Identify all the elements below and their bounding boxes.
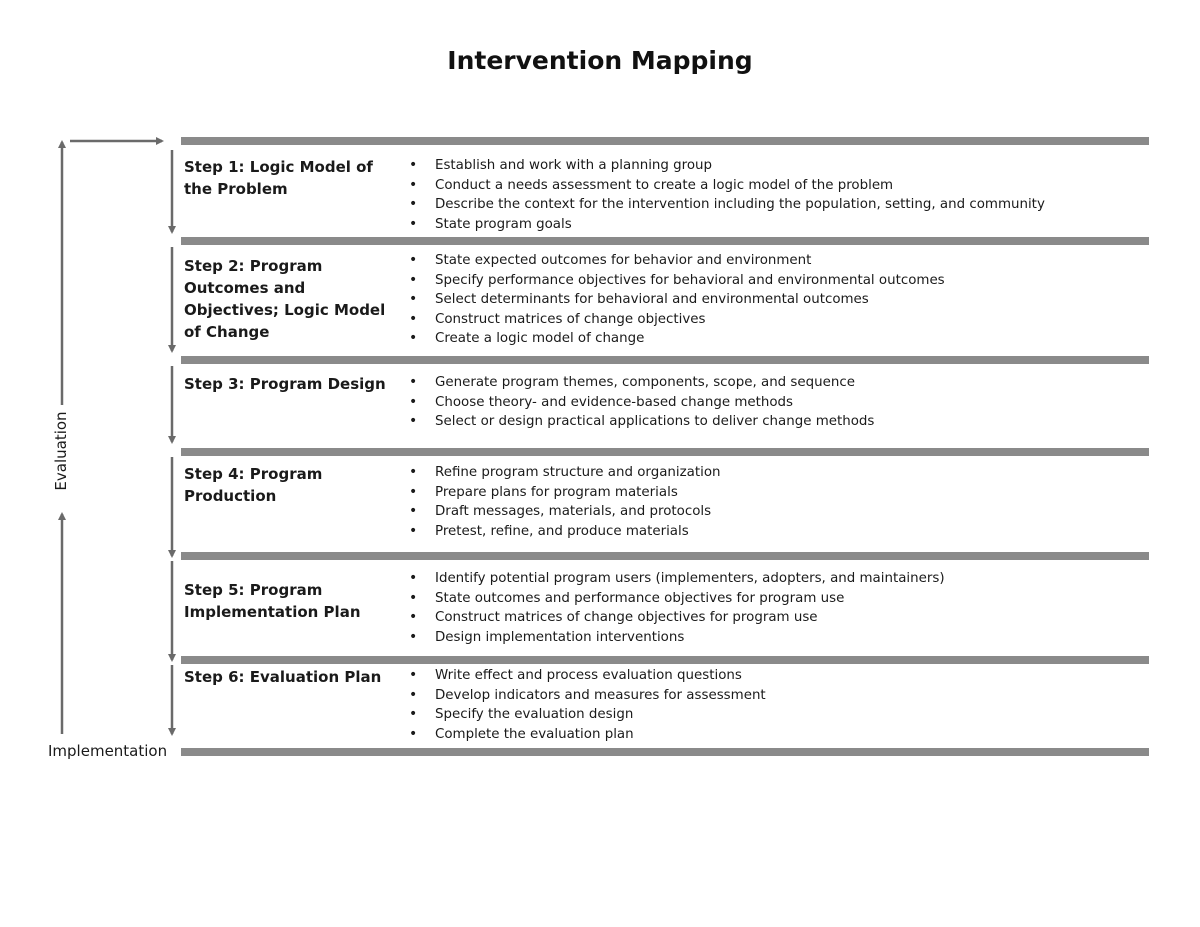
step-5-bullets — [409, 569, 945, 647]
list-item: • Draft messages, materials, and protocols — [409, 502, 721, 522]
list-item: • Generate program themes, components, scope, and sequence — [409, 373, 874, 393]
list-item: • Refine program structure and organization — [409, 463, 721, 483]
list-item: • Select determinants for behavioral and environmental outcomes — [409, 290, 945, 310]
list-item: • Create a logic model of change — [409, 329, 945, 349]
separator-bar — [181, 656, 1149, 664]
list-item: • Specify the evaluation design — [409, 705, 766, 725]
list-item: • Select or design practical applications to deliver change methods — [409, 412, 874, 432]
list-item: • State outcomes and performance objectives for program use — [409, 589, 945, 609]
implementation-label: Implementation — [48, 742, 168, 760]
list-item: • Establish and work with a planning group — [409, 156, 1045, 176]
step-5-title: Step 5: Program Implementation Plan — [184, 581, 361, 621]
step-2-title: Step 2: Program Outcomes and Objectives; Logic Model of Change — [184, 257, 386, 341]
list-item: • Identify potential program users (implementers, adopters, and maintainers) — [409, 569, 945, 589]
separator-bar — [181, 448, 1149, 456]
separator-bar — [181, 552, 1149, 560]
step-1-bullets — [409, 156, 1045, 234]
step-4-bullets — [409, 463, 721, 541]
step-1-title: Step 1: Logic Model of the Problem — [184, 158, 373, 198]
step-6-title: Step 6: Evaluation Plan — [184, 668, 382, 686]
separator-bar — [181, 356, 1149, 364]
list-item: • Write effect and process evaluation questions — [409, 666, 766, 686]
list-item: • State expected outcomes for behavior and environment — [409, 251, 945, 271]
list-item: • Construct matrices of change objectives — [409, 310, 945, 330]
page-title: Intervention Mapping — [447, 46, 753, 75]
step-3-title: Step 3: Program Design — [184, 375, 386, 393]
separator-bar — [181, 237, 1149, 245]
step-3-bullets — [409, 373, 874, 432]
list-item: • Complete the evaluation plan — [409, 725, 766, 745]
list-item: • Develop indicators and measures for assessment — [409, 686, 766, 706]
step-4-title: Step 4: Program Production — [184, 465, 323, 505]
list-item: • Construct matrices of change objectives for program use — [409, 608, 945, 628]
list-item: • Specify performance objectives for behavioral and environmental outcomes — [409, 271, 945, 291]
separator-bar — [181, 137, 1149, 145]
list-item: • Conduct a needs assessment to create a logic model of the problem — [409, 176, 1045, 196]
separator-bar — [181, 748, 1149, 756]
list-item: • Describe the context for the intervention including the population, setting, and community — [409, 195, 1045, 215]
list-item: • Prepare plans for program materials — [409, 483, 721, 503]
list-item: • Design implementation interventions — [409, 628, 945, 648]
list-item: • State program goals — [409, 215, 1045, 235]
step-2-bullets — [409, 251, 945, 349]
list-item: • Choose theory- and evidence-based change methods — [409, 393, 874, 413]
step-6-bullets — [409, 666, 766, 744]
evaluation-label: Evaluation — [52, 411, 70, 491]
list-item: • Pretest, refine, and produce materials — [409, 522, 721, 542]
